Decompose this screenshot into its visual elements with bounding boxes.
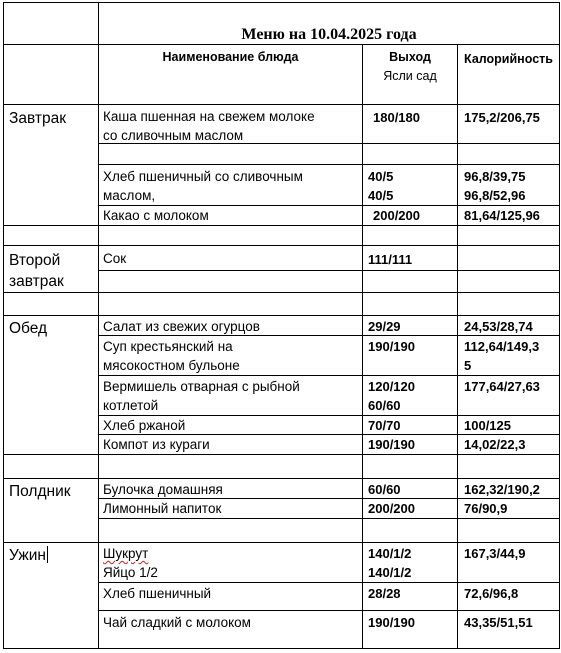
meal-label-breakfast: Завтрак (9, 110, 66, 127)
dish-name: Чай сладкий с молоком (103, 615, 251, 630)
dish-output: 40/5 40/5 (368, 169, 394, 203)
dish-calories: 177,64/27,63 (464, 379, 540, 394)
dish-output: 200/200 (373, 208, 420, 223)
dish-name: Вермишель отварная с рыбной котлетой (103, 379, 300, 413)
dish-calories: 43,35/51,51 (464, 615, 533, 630)
header-output: Выход (389, 50, 431, 64)
dish-name: Компот из кураги (103, 437, 210, 452)
meal-label-lunch: Обед (9, 320, 48, 337)
header-calories: Калорийность (464, 52, 553, 66)
dish-calories: 162,32/190,2 (464, 482, 540, 497)
dish-name: Хлеб ржаной (103, 418, 186, 433)
dish-name: Суп крестьянский на мясокостном бульоне (103, 339, 240, 373)
dish-name: Булочка домашняя (103, 482, 223, 497)
dish-name: Лимонный напиток (103, 501, 222, 516)
dish-calories: 167,3/44,9 (464, 546, 526, 561)
dish-calories: 72,6/96,8 (464, 586, 519, 601)
dish-name: Хлеб пшеничный (103, 586, 212, 601)
menu-table (3, 2, 560, 649)
page-title: Меню на 10.04.2025 года (241, 26, 417, 43)
meal-label-second-breakfast: Второй завтрак (9, 252, 64, 290)
dish-name (99, 544, 362, 582)
dish-calories: 76/90,9 (464, 501, 508, 516)
dish-output: 120/120 60/60 (368, 379, 415, 413)
dish-output: 190/190 (368, 615, 415, 630)
dish-name: Хлеб пшеничный со сливочным маслом, (103, 169, 303, 203)
dish-output: 190/190 (368, 339, 415, 354)
dish-name: Сок (103, 251, 127, 266)
header-dish: Наименование блюда (162, 50, 299, 64)
dish-output: 140/1/2 140/1/2 (368, 546, 412, 580)
dish-calories: 175,2/206,75 (464, 110, 540, 125)
dish-name: Салат из свежих огурцов (103, 319, 260, 334)
header-output-sub: Ясли сад (383, 69, 437, 83)
dish-output: 60/60 (368, 482, 401, 497)
dish-calories: 14,02/22,3 (464, 437, 526, 452)
dish-name-line: Яйцо 1/2 (103, 565, 158, 580)
dish-output: 70/70 (368, 418, 401, 433)
dish-calories: 100/125 (464, 418, 511, 433)
spellcheck-word: Шукрут (103, 546, 149, 561)
meal-label-snack: Полдник (9, 483, 71, 500)
dish-output: 28/28 (368, 586, 401, 601)
meal-label-dinner: Ужин (9, 547, 46, 564)
dish-output: 111/111 (368, 252, 413, 267)
dish-calories: 112,64/149,3 5 (464, 339, 540, 373)
dish-output: 200/200 (368, 501, 415, 516)
dish-output: 190/190 (368, 437, 415, 452)
dish-calories: 81,64/125,96 (464, 208, 540, 223)
dish-name: Какао с молоком (103, 208, 209, 223)
dish-output: 180/180 (373, 110, 420, 125)
dish-output: 29/29 (368, 319, 401, 334)
dish-calories: 96,8/39,75 96,8/52,96 (464, 169, 526, 203)
dish-name: Каша пшенная на свежем молоке со сливочным маслом (103, 109, 315, 143)
dish-calories: 24,53/28,74 (464, 319, 533, 334)
text-cursor (47, 546, 48, 563)
